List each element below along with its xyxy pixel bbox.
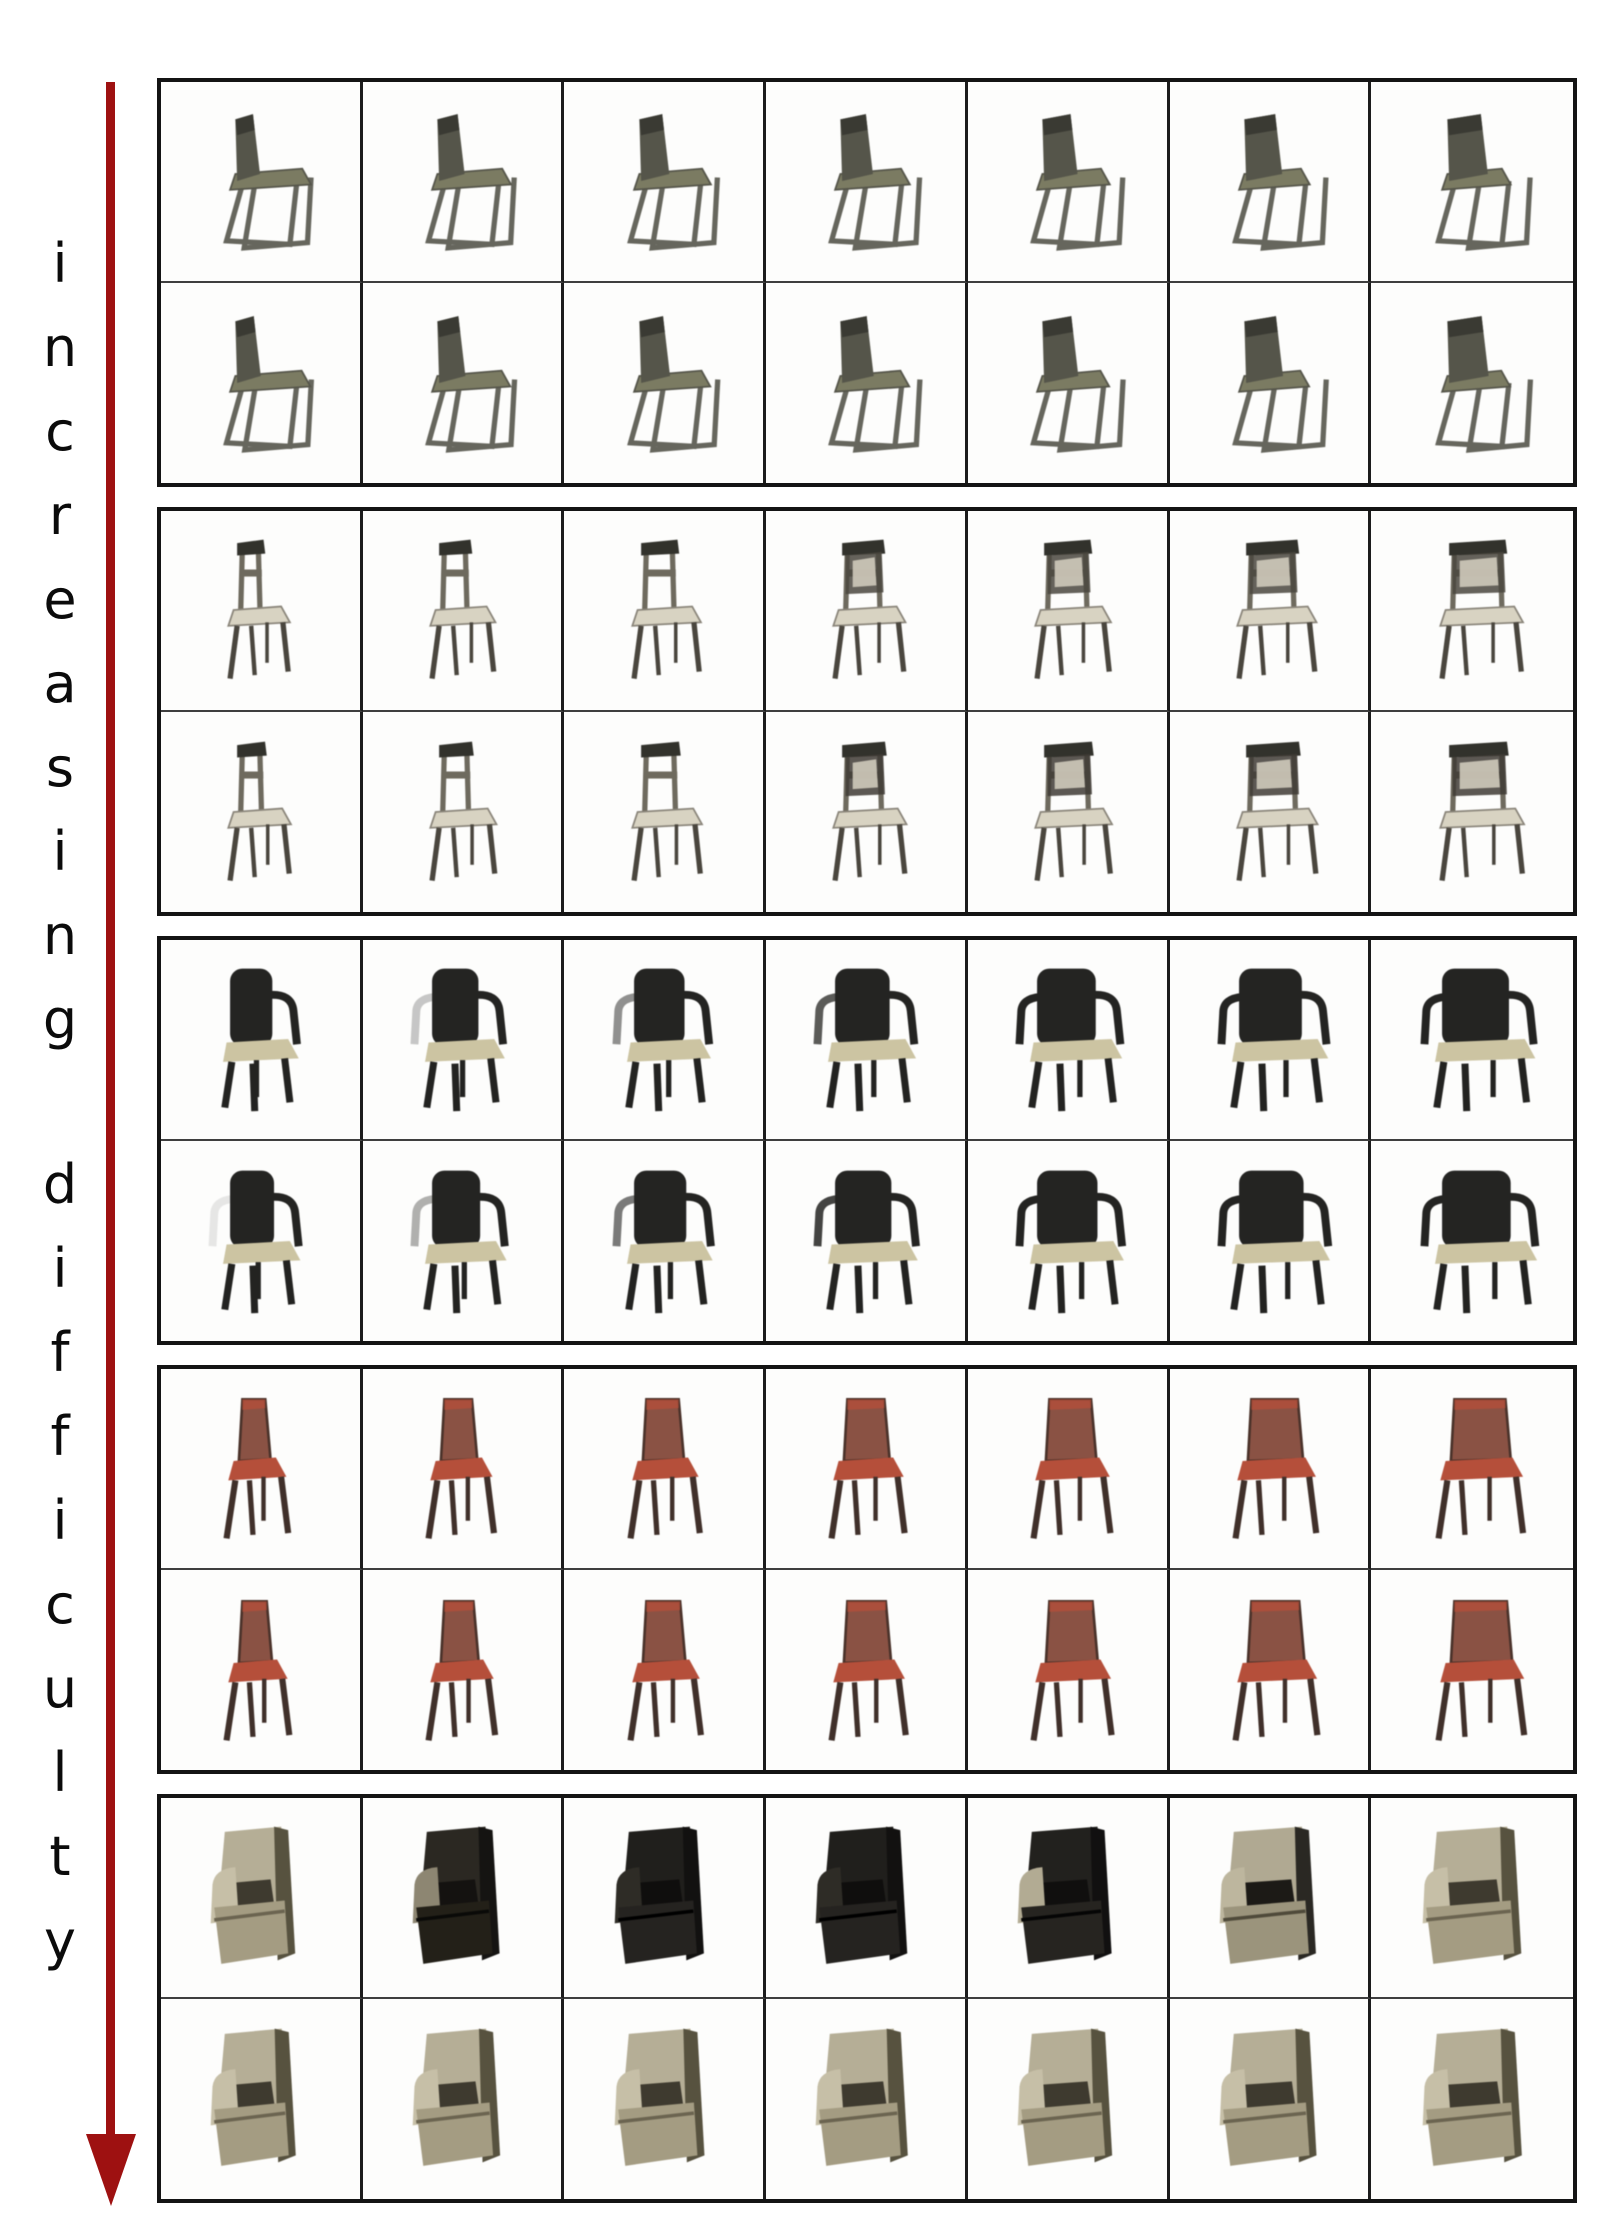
chair-illustration xyxy=(374,2011,550,2187)
chair-cell-b5-row-9-col5 xyxy=(968,1798,1170,1999)
chair-cell-b3-row-6-col2 xyxy=(363,1141,565,1342)
chair-illustration xyxy=(172,1153,348,1329)
chair-illustration xyxy=(777,1153,953,1329)
chair-illustration xyxy=(1181,93,1357,269)
axis-letter: u xyxy=(42,1657,78,1720)
chair-cell-b2-row-4-col4 xyxy=(766,712,968,913)
chair-cell-b1-row-2-col5 xyxy=(968,283,1170,484)
chair-cell-b4-row-7-col1 xyxy=(161,1369,363,1570)
chair-cell-b1-row-1-col1 xyxy=(161,82,363,283)
chair-cell-b4-row-8-col3 xyxy=(564,1570,766,1771)
chair-illustration xyxy=(576,951,752,1127)
difficulty-block-1 xyxy=(157,78,1577,487)
chair-cell-b4-row-8-col2 xyxy=(363,1570,565,1771)
axis-letter: e xyxy=(43,568,77,631)
axis-letter: s xyxy=(45,736,75,799)
chair-illustration xyxy=(979,1582,1155,1758)
chair-cell-b2-row-3-col2 xyxy=(363,511,565,712)
chair-illustration xyxy=(374,951,550,1127)
chair-illustration xyxy=(777,1380,953,1556)
chair-illustration xyxy=(172,724,348,900)
difficulty-block-3 xyxy=(157,936,1577,1345)
chair-illustration xyxy=(576,2011,752,2187)
chair-illustration xyxy=(576,295,752,471)
chair-cell-b2-row-4-col1 xyxy=(161,712,363,913)
chair-cell-b4-row-7-col2 xyxy=(363,1369,565,1570)
chair-illustration xyxy=(1384,951,1560,1127)
chair-illustration xyxy=(576,1153,752,1329)
chair-cell-b5-row-10-col5 xyxy=(968,1999,1170,2200)
chair-illustration xyxy=(1181,1582,1357,1758)
chair-illustration xyxy=(172,93,348,269)
chair-cell-b3-row-5-col4 xyxy=(766,940,968,1141)
axis-letter: c xyxy=(45,1573,75,1636)
chair-illustration xyxy=(979,1380,1155,1556)
chair-cell-b3-row-6-col3 xyxy=(564,1141,766,1342)
chair-cell-b2-row-4-col5 xyxy=(968,712,1170,913)
chair-cell-b4-row-7-col4 xyxy=(766,1369,968,1570)
chair-illustration xyxy=(979,1153,1155,1329)
chair-illustration xyxy=(374,1153,550,1329)
chair-cell-b5-row-9-col6 xyxy=(1170,1798,1372,1999)
chair-cell-b1-row-2-col4 xyxy=(766,283,968,484)
chair-cell-b2-row-4-col6 xyxy=(1170,712,1372,913)
chair-illustration xyxy=(1384,2011,1560,2187)
chair-cell-b4-row-7-col7 xyxy=(1371,1369,1573,1570)
chair-cell-b2-row-3-col3 xyxy=(564,511,766,712)
chair-illustration xyxy=(374,724,550,900)
chair-illustration xyxy=(1181,522,1357,698)
difficulty-block-2 xyxy=(157,507,1577,916)
chair-illustration xyxy=(1384,1153,1560,1329)
chair-illustration xyxy=(979,2011,1155,2187)
chair-cell-b1-row-1-col4 xyxy=(766,82,968,283)
chair-illustration xyxy=(172,1809,348,1985)
axis-letter: c xyxy=(45,400,75,463)
chair-illustration xyxy=(576,522,752,698)
chair-cell-b4-row-7-col5 xyxy=(968,1369,1170,1570)
chair-illustration xyxy=(576,724,752,900)
chair-cell-b5-row-9-col4 xyxy=(766,1798,968,1999)
axis-letter: i xyxy=(52,1237,68,1300)
chair-cell-b5-row-10-col4 xyxy=(766,1999,968,2200)
chair-cell-b4-row-7-col6 xyxy=(1170,1369,1372,1570)
chair-illustration xyxy=(172,951,348,1127)
axis-letter: t xyxy=(49,1825,71,1888)
chair-cell-b5-row-10-col6 xyxy=(1170,1999,1372,2200)
chair-cell-b3-row-6-col4 xyxy=(766,1141,968,1342)
axis-letter: y xyxy=(44,1909,76,1972)
chair-illustration xyxy=(777,93,953,269)
chair-cell-b1-row-2-col7 xyxy=(1371,283,1573,484)
chair-cell-b1-row-2-col3 xyxy=(564,283,766,484)
chair-illustration xyxy=(374,522,550,698)
chair-cell-b2-row-4-col7 xyxy=(1371,712,1573,913)
chair-illustration xyxy=(1181,1809,1357,1985)
chair-illustration xyxy=(777,1809,953,1985)
chair-cell-b2-row-3-col7 xyxy=(1371,511,1573,712)
chair-cell-b2-row-3-col5 xyxy=(968,511,1170,712)
chair-cell-b1-row-1-col3 xyxy=(564,82,766,283)
chair-cell-b3-row-6-col7 xyxy=(1371,1141,1573,1342)
axis-letter: n xyxy=(42,904,78,967)
chair-cell-b1-row-2-col1 xyxy=(161,283,363,484)
difficulty-block-5 xyxy=(157,1794,1577,2203)
chair-cell-b1-row-1-col5 xyxy=(968,82,1170,283)
chair-illustration xyxy=(1181,951,1357,1127)
chair-cell-b2-row-4-col2 xyxy=(363,712,565,913)
chair-illustration xyxy=(777,724,953,900)
chair-cell-b2-row-3-col4 xyxy=(766,511,968,712)
chair-cell-b1-row-1-col7 xyxy=(1371,82,1573,283)
chair-illustration xyxy=(777,1582,953,1758)
chair-illustration xyxy=(777,522,953,698)
chair-illustration xyxy=(1181,295,1357,471)
chair-illustration xyxy=(979,724,1155,900)
chair-illustration xyxy=(777,295,953,471)
chair-illustration xyxy=(1181,2011,1357,2187)
chair-cell-b5-row-10-col7 xyxy=(1371,1999,1573,2200)
chair-cell-b2-row-4-col3 xyxy=(564,712,766,913)
difficulty-block-4 xyxy=(157,1365,1577,1774)
chair-illustration xyxy=(1384,724,1560,900)
chair-cell-b3-row-5-col2 xyxy=(363,940,565,1141)
chair-cell-b5-row-9-col3 xyxy=(564,1798,766,1999)
chair-cell-b5-row-10-col2 xyxy=(363,1999,565,2200)
chair-cell-b1-row-2-col6 xyxy=(1170,283,1372,484)
chair-cell-b3-row-5-col1 xyxy=(161,940,363,1141)
axis-letter: i xyxy=(52,820,68,883)
chair-illustration xyxy=(1384,295,1560,471)
chair-illustration xyxy=(172,522,348,698)
axis-letter: a xyxy=(43,652,77,715)
chair-cell-b4-row-8-col4 xyxy=(766,1570,968,1771)
axis-letter: n xyxy=(42,316,78,379)
axis-letter: d xyxy=(42,1153,78,1216)
axis-letter: f xyxy=(50,1405,70,1468)
chair-cell-b2-row-3-col1 xyxy=(161,511,363,712)
chair-illustration xyxy=(979,522,1155,698)
chair-illustration xyxy=(172,1380,348,1556)
chair-illustration xyxy=(1384,1380,1560,1556)
difficulty-arrow-head-icon xyxy=(86,2134,136,2206)
axis-letter: i xyxy=(52,232,68,295)
chair-illustration xyxy=(777,951,953,1127)
chair-cell-b4-row-7-col3 xyxy=(564,1369,766,1570)
chair-cell-b4-row-8-col1 xyxy=(161,1570,363,1771)
chair-cell-b3-row-6-col6 xyxy=(1170,1141,1372,1342)
chair-illustration xyxy=(979,951,1155,1127)
chair-illustration xyxy=(1384,1582,1560,1758)
chair-cell-b2-row-3-col6 xyxy=(1170,511,1372,712)
chair-illustration xyxy=(374,93,550,269)
chair-cell-b3-row-6-col1 xyxy=(161,1141,363,1342)
chair-cell-b1-row-2-col2 xyxy=(363,283,565,484)
chair-illustration xyxy=(172,1582,348,1758)
chair-illustration xyxy=(979,1809,1155,1985)
chair-illustration xyxy=(1181,1380,1357,1556)
chair-cell-b3-row-6-col5 xyxy=(968,1141,1170,1342)
axis-letter: g xyxy=(42,988,78,1051)
axis-letter: r xyxy=(48,484,72,547)
chair-cell-b5-row-9-col7 xyxy=(1371,1798,1573,1999)
chair-illustration xyxy=(1384,1809,1560,1985)
chair-illustration xyxy=(374,1809,550,1985)
chair-illustration xyxy=(979,295,1155,471)
chair-illustration xyxy=(374,1380,550,1556)
chair-cell-b5-row-10-col3 xyxy=(564,1999,766,2200)
chair-cell-b5-row-9-col1 xyxy=(161,1798,363,1999)
chair-cell-b4-row-8-col6 xyxy=(1170,1570,1372,1771)
chair-cell-b3-row-5-col3 xyxy=(564,940,766,1141)
chair-illustration xyxy=(576,93,752,269)
chair-cell-b4-row-8-col5 xyxy=(968,1570,1170,1771)
axis-letter: l xyxy=(52,1741,68,1804)
chair-cell-b1-row-1-col2 xyxy=(363,82,565,283)
chair-cell-b3-row-5-col6 xyxy=(1170,940,1372,1141)
chair-illustration xyxy=(979,93,1155,269)
chair-illustration xyxy=(576,1582,752,1758)
chair-cell-b3-row-5-col5 xyxy=(968,940,1170,1141)
chair-illustration xyxy=(576,1380,752,1556)
chair-illustration xyxy=(374,295,550,471)
chair-illustration xyxy=(576,1809,752,1985)
chair-illustration xyxy=(1384,93,1560,269)
difficulty-arrow-line xyxy=(106,82,115,2137)
chair-illustration xyxy=(1181,724,1357,900)
axis-letter: i xyxy=(52,1489,68,1552)
chair-cell-b5-row-9-col2 xyxy=(363,1798,565,1999)
chair-illustration xyxy=(777,2011,953,2187)
chair-illustration xyxy=(172,295,348,471)
chair-illustration xyxy=(1181,1153,1357,1329)
chair-cell-b4-row-8-col7 xyxy=(1371,1570,1573,1771)
axis-letter: f xyxy=(50,1321,70,1384)
chair-illustration xyxy=(374,1582,550,1758)
chair-illustration xyxy=(1384,522,1560,698)
chair-cell-b1-row-1-col6 xyxy=(1170,82,1372,283)
chair-cell-b3-row-5-col7 xyxy=(1371,940,1573,1141)
chair-illustration xyxy=(172,2011,348,2187)
chair-cell-b5-row-10-col1 xyxy=(161,1999,363,2200)
